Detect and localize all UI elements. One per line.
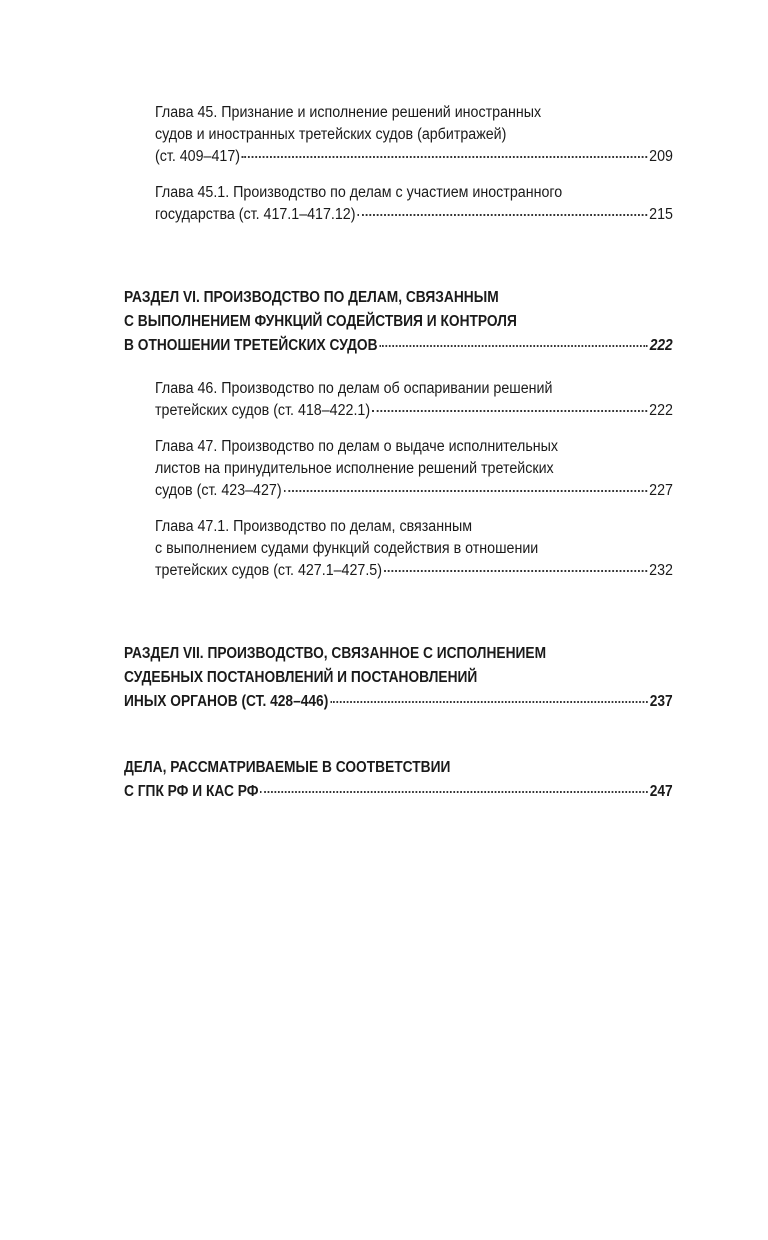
dot-leader [379, 345, 648, 347]
page-number: 222 [649, 337, 673, 354]
entry-title-line: СУДЕБНЫХ ПОСТАНОВЛЕНИЙ И ПОСТАНОВЛЕНИЙ [124, 669, 478, 686]
toc-entry-cases[interactable] [124, 756, 673, 804]
entry-title-line: Глава 46. Производство по делам об оспаривании решений [155, 380, 553, 397]
entry-title-line: Глава 45. Признание и исполнение решений иностранных [155, 104, 542, 121]
entry-title-line: государства (ст. 417.1–417.12) [155, 206, 356, 223]
entry-title-line: РАЗДЕЛ VII. ПРОИЗВОДСТВО, СВЯЗАННОЕ С ИСПОЛНЕНИЕМ [124, 645, 547, 662]
dot-leader [330, 701, 648, 703]
entry-title-line: третейских судов (ст. 427.1–427.5) [155, 562, 382, 579]
page-number: 232 [649, 562, 673, 579]
entry-title-line: ДЕЛА, РАССМАТРИВАЕМЫЕ В СООТВЕТСТВИИ [124, 759, 451, 776]
dot-leader [384, 570, 647, 572]
entry-title-line: листов на принудительное исполнение решений третейских [155, 460, 554, 477]
page-number: 247 [649, 783, 673, 800]
entry-title-line: С ГПК РФ И КАС РФ [124, 783, 259, 800]
entry-title-line: третейских судов (ст. 418–422.1) [155, 402, 371, 419]
entry-title-line: (ст. 409–417) [155, 148, 241, 165]
dot-leader [357, 214, 647, 216]
toc-entry-chapter-45-1[interactable] [155, 182, 673, 226]
toc-entry-chapter-45[interactable] [155, 102, 673, 168]
toc-entry-chapter-47[interactable] [155, 436, 673, 502]
page-number: 215 [649, 206, 673, 223]
page-number: 209 [649, 148, 673, 165]
toc-entry-section-vi[interactable] [124, 286, 673, 358]
entry-title-line: РАЗДЕЛ VI. ПРОИЗВОДСТВО ПО ДЕЛАМ, СВЯЗАННЫМ [124, 289, 499, 306]
entry-title-line: Глава 47.1. Производство по делам, связанным [155, 518, 473, 535]
entry-title-line: С ВЫПОЛНЕНИЕМ ФУНКЦИЙ СОДЕЙСТВИЯ И КОНТРОЛЯ [124, 313, 517, 330]
entry-title-line: Глава 45.1. Производство по делам с участием иностранного [155, 184, 563, 201]
entry-title-line: В ОТНОШЕНИИ ТРЕТЕЙСКИХ СУДОВ [124, 337, 378, 354]
entry-title-line: ИНЫХ ОРГАНОВ (СТ. 428–446) [124, 693, 329, 710]
toc-entry-chapter-46[interactable] [155, 378, 673, 422]
entry-title-line: Глава 47. Производство по делам о выдаче исполнительных [155, 438, 559, 455]
entry-title-line: судов (ст. 423–427) [155, 482, 282, 499]
page-number: 237 [649, 693, 673, 710]
dot-leader [242, 156, 647, 158]
page-number: 227 [649, 482, 673, 499]
dot-leader [260, 791, 648, 793]
entry-title-line: с выполнением судами функций содействия в отношении [155, 540, 539, 557]
page-number: 222 [649, 402, 673, 419]
toc-entry-section-vii[interactable] [124, 642, 673, 714]
entry-title-line: судов и иностранных третейских судов (арбитражей) [155, 126, 507, 143]
toc-entry-chapter-47-1[interactable] [155, 516, 673, 582]
dot-leader [372, 410, 647, 412]
dot-leader [283, 490, 647, 492]
